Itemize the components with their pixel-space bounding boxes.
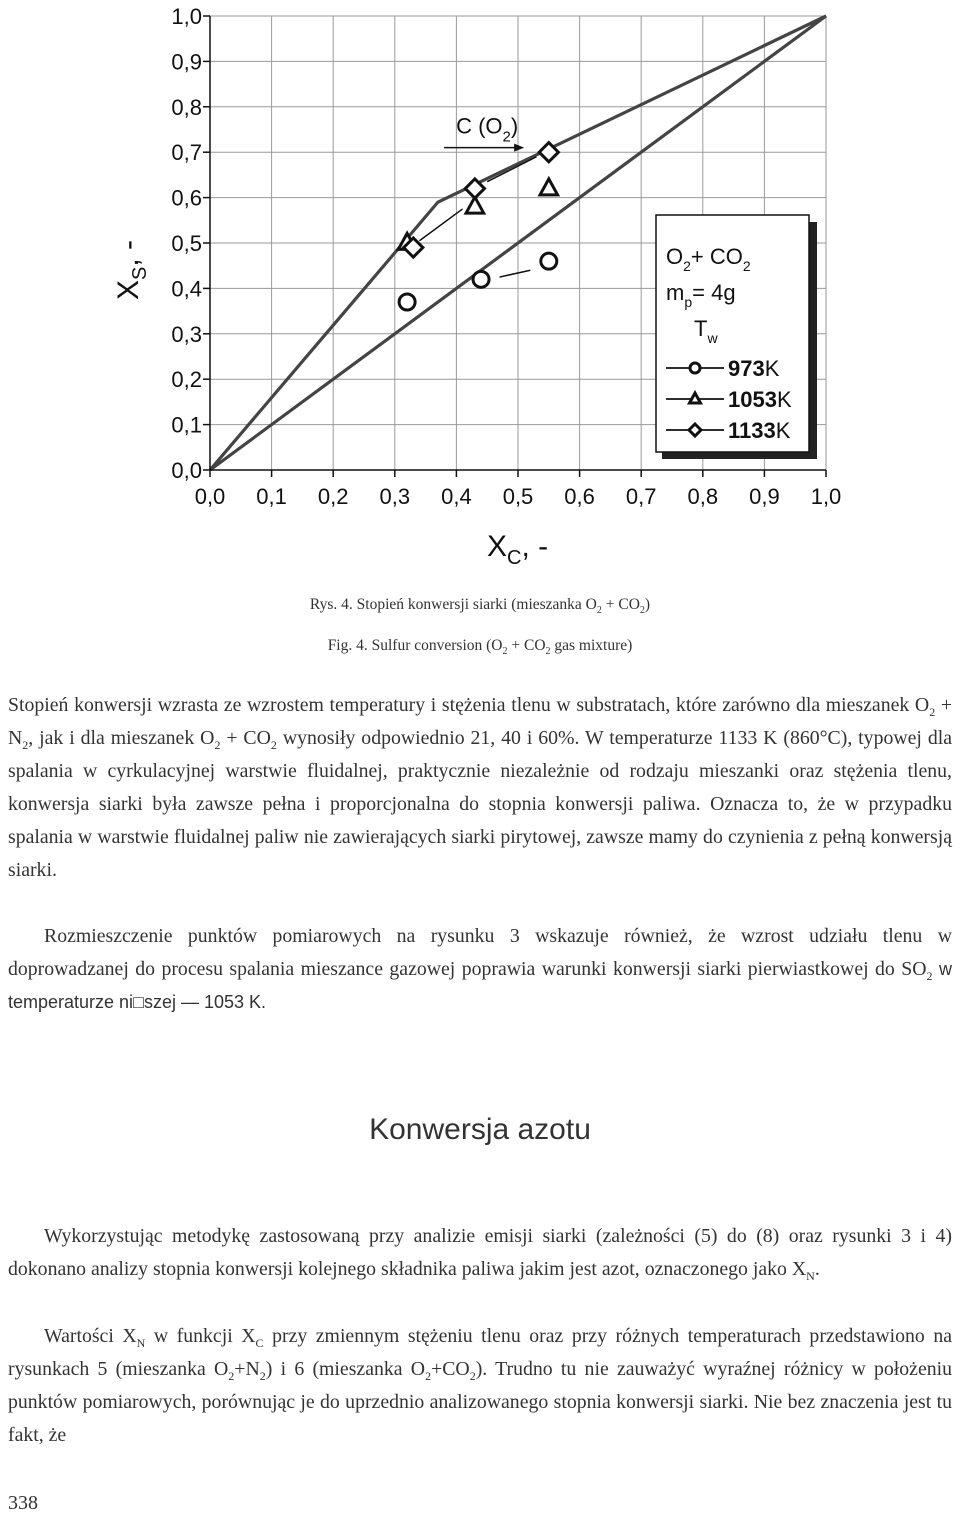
paragraph-oxygen-share: Rozmieszczenie punktów pomiarowych na rysunku 3 wskazuje również, że wzrost udziału tlenu w doprowadzanej do procesu spalania mieszance gazowej poprawia warunki konwersji siarki pierwiastkowej do $SO_2$ w temperaturze ni□szej — 1053 K. — [8, 925, 953, 1012]
x-tick-label: 0,5 — [502, 484, 534, 509]
data-point-circle — [399, 294, 415, 310]
legend-mp: $m_p= 4g$ — [666, 280, 736, 310]
legend-temperature: 1133 — [728, 418, 776, 443]
data-point-circle — [690, 363, 700, 373]
x-tick-label: 0,4 — [441, 484, 472, 509]
series-1133 — [404, 143, 559, 258]
legend-title: $O_2+ CO_2$ — [666, 244, 751, 274]
y-tick-label: 0,8 — [171, 94, 202, 120]
legend-unit: K — [775, 418, 791, 443]
x-tick-label: 0,7 — [625, 484, 657, 509]
data-point-circle — [541, 253, 557, 269]
x-tick-label: 1,0 — [810, 484, 842, 509]
legend-label — [728, 387, 792, 412]
legend-unit: K — [776, 387, 792, 412]
x-tick-label: 0,9 — [749, 484, 780, 509]
figure-caption-pl: Rys. 4. Stopień konwersji siarki (mieszanka $O_2 + CO_2$) — [309, 596, 651, 617]
legend-temperature: 1053 — [728, 387, 777, 412]
conversion-chart — [0, 0, 960, 580]
x-tick-label: 0,8 — [687, 484, 719, 509]
legend-tw: $T_w$ — [694, 316, 718, 346]
y-tick-label: 0,9 — [171, 49, 202, 75]
x-tick-label: 0,3 — [379, 484, 411, 509]
y-tick-label: 1,0 — [171, 4, 202, 29]
y-tick-label: 0,4 — [171, 276, 202, 302]
legend-unit: K — [764, 356, 780, 381]
x-tick-label: 0,6 — [564, 484, 595, 509]
page-number: 338 — [8, 1492, 38, 1514]
paragraph-nitrogen-values: Wartości $X_N$ w funkcji $X_C$ przy zmiennym stężeniu tlenu oraz przy różnych temperaturach przedstawiono na rysunkach 5 (mieszanka $O_2+N_2$) i 6 (mieszanka $O_2+CO_2$). Trudno tu nie zauważyć wyraźnej różnicy w położeniu punktów pomiarowych, porównując je do uprzednio analizowanego stopnia konwersji siarki. Nie bez znaczenia jest tu fakt, że — [8, 1325, 953, 1446]
y-tick-label: 0,5 — [171, 231, 202, 256]
x-tick-label: 0,1 — [256, 484, 287, 509]
legend-label — [728, 418, 791, 443]
annotation-arrowhead — [514, 144, 524, 152]
figure-caption-en: Fig. 4. Sulfur conversion ($O_2 + CO_2$ gas mixture) — [327, 637, 633, 658]
data-point-triangle — [540, 179, 558, 195]
chart-legend — [656, 215, 817, 459]
legend-label — [728, 356, 780, 381]
paragraph-sulfur-conversion: Stopień konwersji wzrasta ze wzrostem temperatury i stężenia tlenu w substratach, które zarówno dla mieszanek $O_2 + N_2$, jak i dla mieszanek $O_2 + CO_2$ wynosiły odpowiednio 21, 40 i 60%. W temperaturze 1133 K (860°C), typowej dla spalania w cyrkulacyjnej warstwie fluidalnej, praktycznie niezależnie od rodzaju mieszanki oraz stężenia tlenu, konwersja siarki była zawsze pełna i proporcjonalna do stopnia konwersji paliwa. Oznacza to, że w przypadku spalania w warstwie fluidalnej paliw nie zawierających siarki pirytowej, zawsze mamy do czynienia z pełną konwersją siarki. — [8, 694, 952, 881]
paragraph-nitrogen-method: Wykorzystując metodykę zastosowaną przy analizie emisji siarki (zależności (5) do (8) oraz rysunki 3 i 4) dokonano analizy stopnia konwersji kolejnego składnika paliwa jakim jest azot, oznaczonego jako $X_N$. — [8, 1225, 952, 1283]
y-tick-label: 0,6 — [171, 185, 202, 211]
x-tick-label: 0,2 — [317, 484, 349, 509]
x-axis-title: $X_C$, - — [487, 530, 549, 569]
y-tick-label: 0,3 — [171, 321, 202, 347]
x-tick-label: 0,0 — [194, 484, 226, 509]
series-connector — [487, 157, 536, 182]
annotation-label: C $(O_2)$ — [456, 113, 519, 146]
series-connector — [500, 270, 531, 277]
y-axis-title: $X_S$, - — [112, 239, 151, 300]
legend-temperature: 973 — [728, 356, 765, 381]
series-973 — [399, 253, 557, 310]
chart-series — [398, 143, 558, 310]
y-tick-label: 0,1 — [171, 412, 202, 438]
y-tick-label: 0,0 — [171, 458, 202, 483]
section-title: Konwersja azotu — [369, 1113, 591, 1146]
y-tick-label: 0,2 — [171, 367, 202, 393]
data-point-circle — [473, 271, 489, 287]
y-tick-label: 0,7 — [171, 140, 202, 166]
